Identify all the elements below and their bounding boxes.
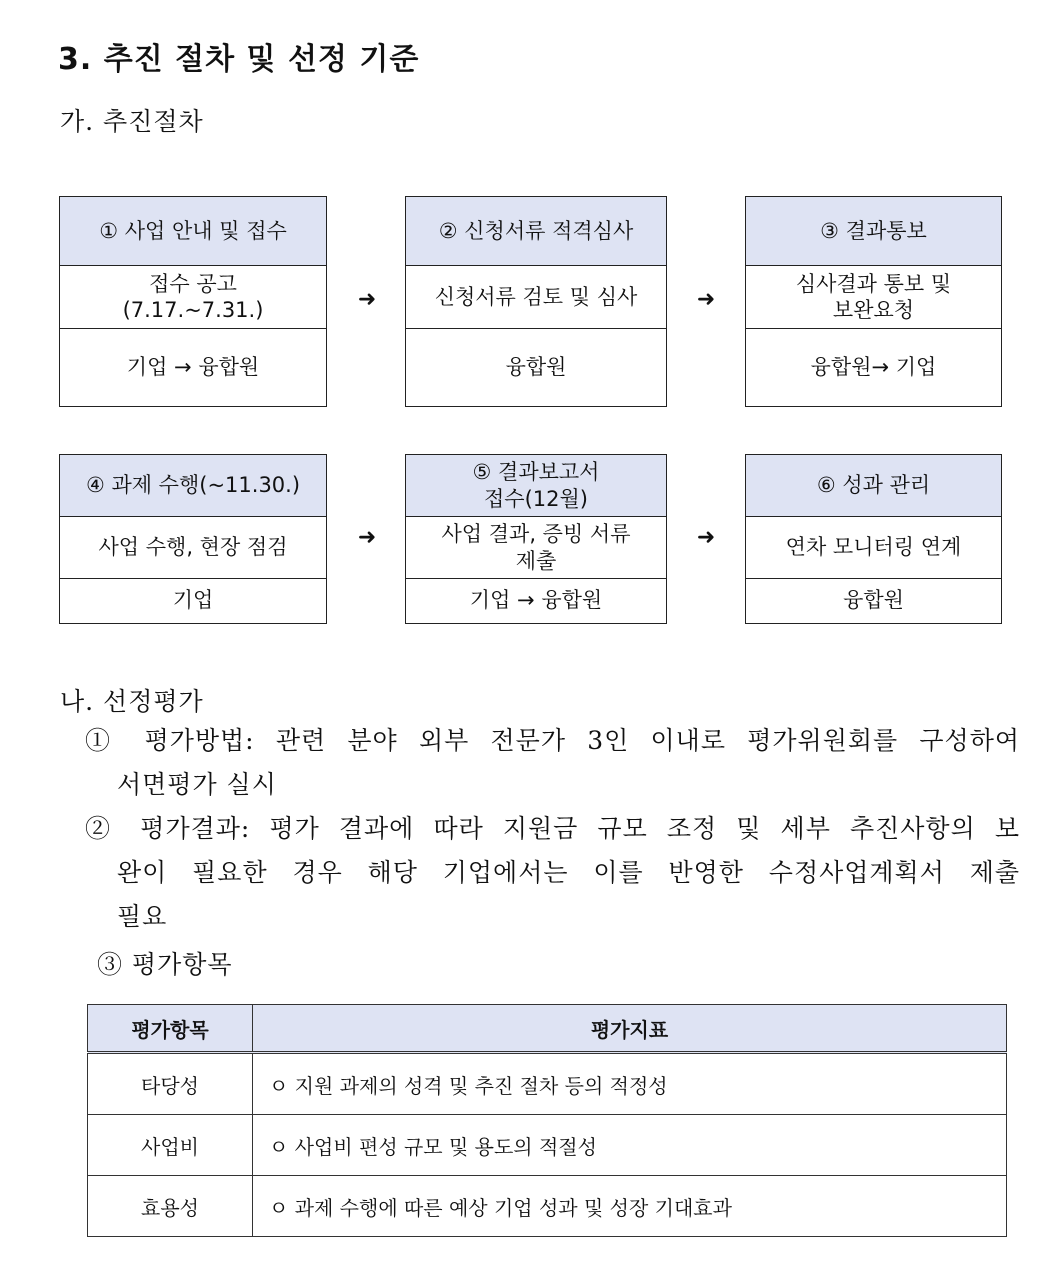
step-3-title: ③ 결과통보 — [746, 197, 1001, 266]
process-step-6 — [745, 454, 1002, 624]
process-step-5 — [405, 454, 667, 624]
table-row — [88, 1115, 1007, 1176]
eval-method-line1: ① 평가방법: 관련 분야 외부 전문가 3인 이내로 평가위원회를 구성하여 — [85, 726, 1020, 755]
arrow-right-icon: ➜ — [357, 287, 377, 312]
step-1-title: ① 사업 안내 및 접수 — [60, 197, 326, 266]
process-step-4 — [59, 454, 327, 624]
table-row — [88, 1176, 1007, 1237]
process-step-3 — [745, 196, 1002, 407]
step-4-title: ④ 과제 수행(~11.30.) — [60, 455, 326, 517]
step-6-title: ⑥ 성과 관리 — [746, 455, 1001, 517]
step-5-desc — [406, 517, 666, 579]
process-step-1 — [59, 196, 327, 407]
eval-result-line2: 완이 필요한 경우 해당 기업에서는 이를 반영한 수정사업계획서 제출 — [117, 858, 1020, 887]
step-3-desc — [746, 266, 1001, 329]
arrow-right-icon: ➜ — [357, 525, 377, 550]
step-3-desc-line: 보완요청 — [832, 298, 915, 322]
process-step-2 — [405, 196, 667, 407]
step-1-desc-line: 접수 공고 — [149, 271, 237, 296]
row-indicator: ㅇ 지원 과제의 성격 및 추진 절차 등의 적정성 — [253, 1053, 1007, 1115]
row-indicator: ㅇ 사업비 편성 규모 및 용도의 적절성 — [253, 1115, 1007, 1176]
step-5-title-line: 접수(12월) — [484, 486, 588, 511]
table-header-row — [88, 1005, 1007, 1053]
step-4-desc: 사업 수행, 현장 점검 — [60, 517, 326, 579]
step-6-actor: 융합원 — [843, 588, 904, 613]
step-1-actor: 기업 → 융합원 — [126, 354, 260, 379]
step-6-desc: 연차 모니터링 연계 — [746, 517, 1001, 579]
section-heading: 3. 추진 절차 및 선정 기준 — [58, 42, 420, 77]
step-2-title: ② 신청서류 적격심사 — [406, 197, 666, 266]
row-indicator: ㅇ 과제 수행에 따른 예상 기업 성과 및 성장 기대효과 — [253, 1176, 1007, 1237]
step-1-desc — [60, 266, 326, 329]
eval-method-line2: 서면평가 실시 — [117, 770, 277, 799]
arrow-right-icon: ➜ — [696, 525, 716, 550]
header-category: 평가항목 — [88, 1005, 253, 1053]
step-5-title-line: ⑤ 결과보고서 — [472, 460, 600, 485]
step-4-actor: 기업 — [172, 588, 214, 613]
header-indicator: 평가지표 — [253, 1005, 1007, 1053]
row-category: 효용성 — [88, 1176, 253, 1237]
step-2-actor: 융합원 — [505, 354, 567, 379]
step-3-actor: 융합원→ 기업 — [810, 354, 937, 379]
step-3-desc-line: 심사결과 통보 및 — [795, 271, 952, 296]
eval-result-line3: 필요 — [117, 902, 168, 931]
row-category: 사업비 — [88, 1115, 253, 1176]
subsection-a-title: 가. 추진절차 — [60, 107, 204, 136]
step-2-desc: 신청서류 검토 및 심사 — [406, 266, 666, 329]
eval-result-line1: ② 평가결과: 평가 결과에 따라 지원금 규모 조정 및 세부 추진사항의 보 — [85, 814, 1020, 843]
arrow-right-icon: ➜ — [696, 287, 716, 312]
step-5-desc-line: 사업 결과, 증빙 서류 — [441, 522, 631, 547]
step-5-desc-line: 제출 — [515, 548, 557, 573]
step-1-desc-line: (7.17.~7.31.) — [122, 298, 264, 322]
eval-items-title: ③ 평가항목 — [97, 950, 233, 979]
step-5-title — [406, 455, 666, 517]
subsection-b-title: 나. 선정평가 — [60, 687, 204, 716]
step-5-actor: 기업 → 융합원 — [469, 588, 603, 613]
row-category: 타당성 — [88, 1053, 253, 1115]
table-row — [88, 1053, 1007, 1115]
evaluation-table — [87, 1004, 1007, 1237]
